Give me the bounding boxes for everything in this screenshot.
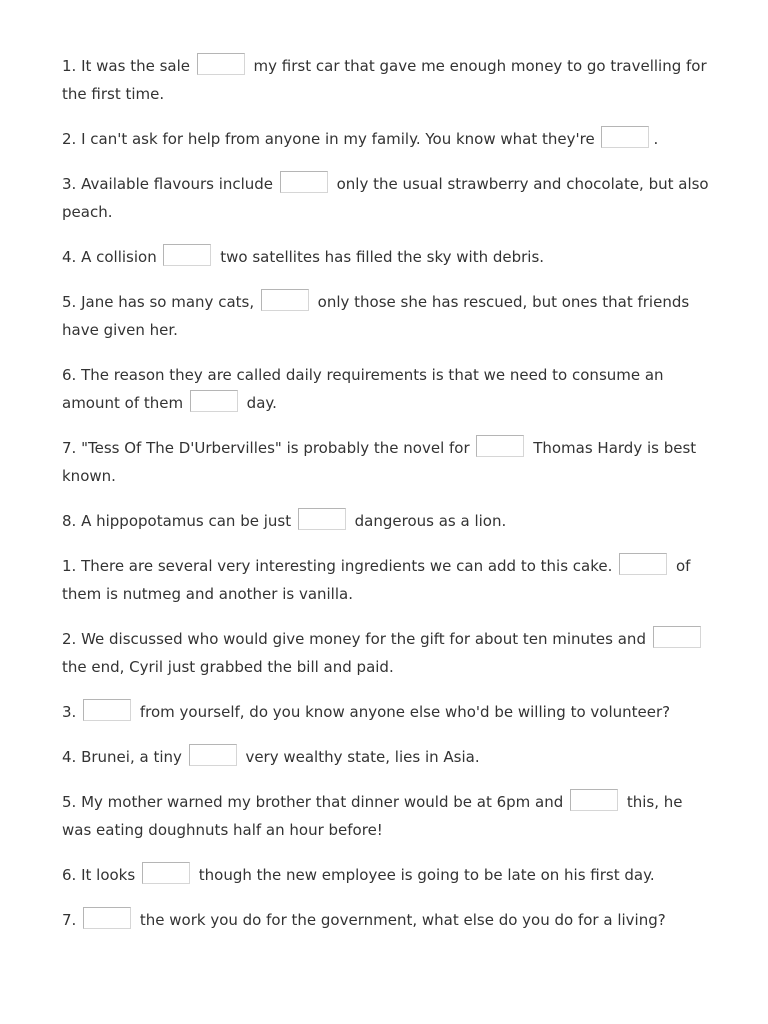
answer-gap-input[interactable]	[190, 390, 238, 412]
answer-gap-input[interactable]	[83, 907, 131, 929]
question-text-before: 5. Jane has so many cats,	[62, 293, 255, 311]
question-item	[62, 52, 712, 108]
answer-gap-input[interactable]	[280, 171, 328, 193]
question-text-after: day.	[246, 394, 277, 412]
question-item	[62, 170, 712, 226]
question-text-after: very wealthy state, lies in Asia.	[245, 748, 480, 766]
question-text-before: 4. Brunei, a tiny	[62, 748, 182, 766]
answer-gap-input[interactable]	[298, 508, 346, 530]
question-text-after: though the new employee is going to be late on his first day.	[198, 866, 655, 884]
question-item	[62, 743, 712, 771]
gap-fill-exercise	[62, 52, 712, 951]
question-text-before: 6. It looks	[62, 866, 136, 884]
answer-gap-input[interactable]	[189, 744, 237, 766]
question-item	[62, 507, 712, 535]
question-text-before: 1. There are several very interesting ingredients we can add to this cake.	[62, 557, 613, 575]
question-text-after: my first car that gave me enough money to go travelling for the first time.	[62, 57, 707, 103]
question-item	[62, 698, 712, 726]
question-text-after: two satellites has filled the sky with debris.	[220, 248, 545, 266]
question-item	[62, 125, 712, 153]
question-text-before: 7.	[62, 911, 77, 929]
answer-gap-input[interactable]	[197, 53, 245, 75]
question-text-before: 2. I can't ask for help from anyone in my family. You know what they're	[62, 130, 595, 148]
question-text-before: 8. A hippopotamus can be just	[62, 512, 292, 530]
answer-gap-input[interactable]	[83, 699, 131, 721]
question-text-before: 1. It was the sale	[62, 57, 190, 75]
answer-gap-input[interactable]	[142, 862, 190, 884]
question-item	[62, 788, 712, 844]
answer-gap-input[interactable]	[619, 553, 667, 575]
question-item	[62, 625, 712, 681]
question-item	[62, 243, 712, 271]
question-text-before: 3.	[62, 703, 77, 721]
question-text-after: Thomas Hardy is best known.	[62, 439, 697, 485]
question-item	[62, 861, 712, 889]
question-text-before: 7. "Tess Of The D'Urbervilles" is probably the novel for	[62, 439, 470, 457]
question-item	[62, 552, 712, 608]
answer-gap-input[interactable]	[261, 289, 309, 311]
question-item	[62, 361, 712, 417]
question-item	[62, 906, 712, 934]
question-text-after: the work you do for the government, what else do you do for a living?	[139, 911, 666, 929]
question-item	[62, 434, 712, 490]
question-text-after: dangerous as a lion.	[354, 512, 507, 530]
answer-gap-input[interactable]	[476, 435, 524, 457]
answer-gap-input[interactable]	[601, 126, 649, 148]
question-text-before: 3. Available flavours include	[62, 175, 274, 193]
question-text-before: 2. We discussed who would give money for the gift for about ten minutes and	[62, 630, 646, 648]
answer-gap-input[interactable]	[163, 244, 211, 266]
question-text-before: 6. The reason they are called daily requirements is that we need to consume an amount of them	[62, 366, 664, 412]
question-item	[62, 288, 712, 344]
question-text-after: of them is nutmeg and another is vanilla.	[62, 557, 691, 603]
question-text-after: only those she has rescued, but ones that friends have given her.	[62, 293, 690, 339]
question-text-after: this, he was eating doughnuts half an hour before!	[62, 793, 683, 839]
question-text-after: from yourself, do you know anyone else who'd be willing to volunteer?	[139, 703, 671, 721]
question-text-before: 5. My mother warned my brother that dinner would be at 6pm and	[62, 793, 564, 811]
question-text-after: only the usual strawberry and chocolate, but also peach.	[62, 175, 709, 221]
answer-gap-input[interactable]	[653, 626, 701, 648]
question-text-after: the end, Cyril just grabbed the bill and paid.	[62, 658, 394, 676]
question-text-before: 4. A collision	[62, 248, 157, 266]
question-text-after: .	[653, 130, 659, 148]
answer-gap-input[interactable]	[570, 789, 618, 811]
